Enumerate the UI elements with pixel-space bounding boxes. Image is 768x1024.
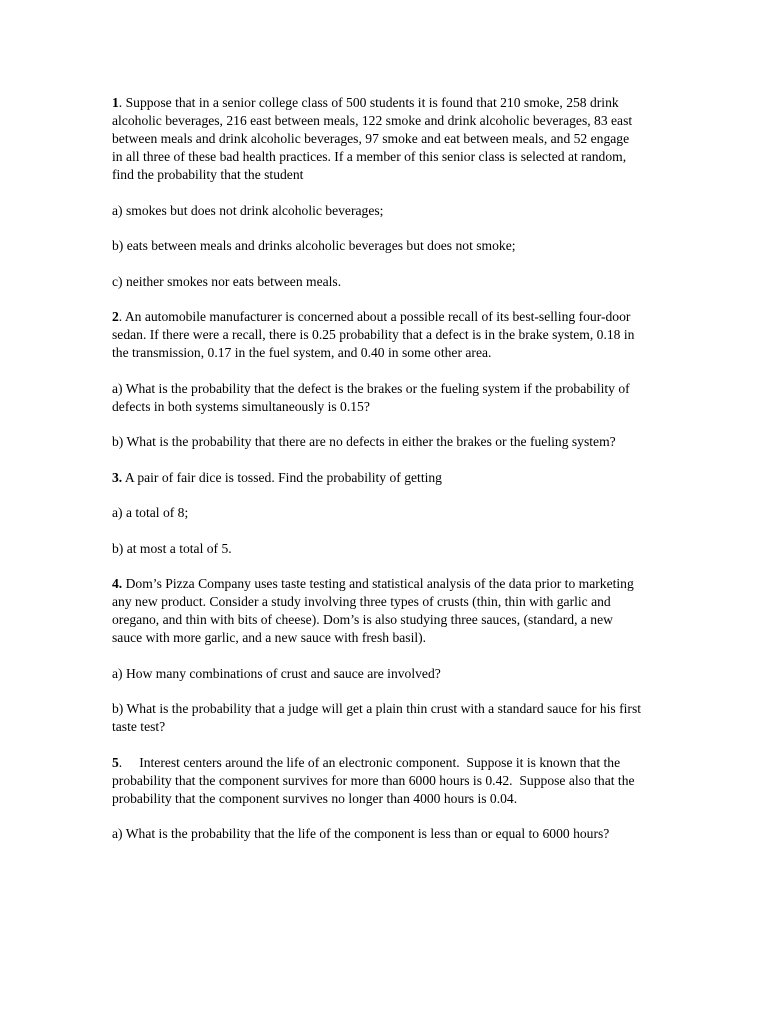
problem-2-stem	[112, 308, 642, 362]
problem-text: Dom’s Pizza Company uses taste testing and statistical analysis of the data prior to marketing any new product. Consider a study involving three types of crusts (thin, thin with garlic and oregano, and thin with bits of cheese). Dom’s is also studying three sauces, (standard, a new sauce with more garlic, and a new sauce with fresh basil).	[112, 576, 634, 645]
problem-text: . An automobile manufacturer is concerned about a possible recall of its best-selling four-door sedan. If there were a recall, there is 0.25 probability that a defect is in the brake system, 0.18 in the transmission, 0.17 in the fuel system, and 0.40 in some other area.	[112, 309, 635, 360]
problem-1-part-a: a) smokes but does not drink alcoholic beverages;	[112, 202, 384, 218]
problem-1-part-b: b) eats between meals and drinks alcoholic beverages but does not smoke;	[112, 238, 516, 253]
problem-5-stem	[112, 754, 642, 808]
problem-number: 3.	[112, 469, 123, 485]
problem-text: . Suppose that in a senior college class of 500 students it is found that 210 smoke, 258 drink alcoholic beverages, 216 east between meals, 122 smoke and drink alcoholic beverages, 83 east between meals and drink alcoholic beverages, 97 smoke and eat between meals, and 52 engage in all three of these bad health practices. If a member of this senior class is selected at random, find the probability that the student	[112, 95, 633, 182]
problem-1-part-c: c) neither smokes nor eats between meals.	[112, 273, 342, 289]
problem-number: 4.	[112, 576, 123, 591]
problem-number: 2	[112, 309, 119, 324]
problem-3-stem	[112, 469, 642, 487]
problem-4-part-b: b) What is the probability that a judge will get a plain thin crust with a standard sauce for his first taste test?	[112, 701, 642, 734]
problem-2-part-b: b) What is the probability that there are no defects in either the brakes or the fueling system?	[112, 434, 616, 449]
problem-text: A pair of fair dice is tossed. Find the probability of getting	[122, 469, 442, 485]
problem-4-part-a: a) How many combinations of crust and sauce are involved?	[112, 665, 441, 681]
problem-3-part-b: b) at most a total of 5.	[112, 540, 232, 556]
problem-number: 5	[112, 754, 119, 770]
problem-1-stem	[112, 94, 642, 184]
problem-4-stem	[112, 575, 642, 647]
problem-5-part-a: a) What is the probability that the life of the component is less than or equal to 6000 hours?	[112, 826, 610, 841]
problem-2-part-a: a) What is the probability that the defect is the brakes or the fueling system if the probability of defects in both systems simultaneously is 0.15?	[112, 380, 630, 414]
document-page	[112, 94, 642, 843]
problem-text: . Interest centers around the life of an electronic component. Suppose it is known that the probability that the component survives for more than 6000 hours is 0.42. Suppose also that the probability that the component survives no longer than 4000 hours is 0.04.	[112, 754, 638, 806]
problem-number: 1	[112, 95, 119, 110]
problem-3-part-a: a) a total of 8;	[112, 505, 189, 520]
